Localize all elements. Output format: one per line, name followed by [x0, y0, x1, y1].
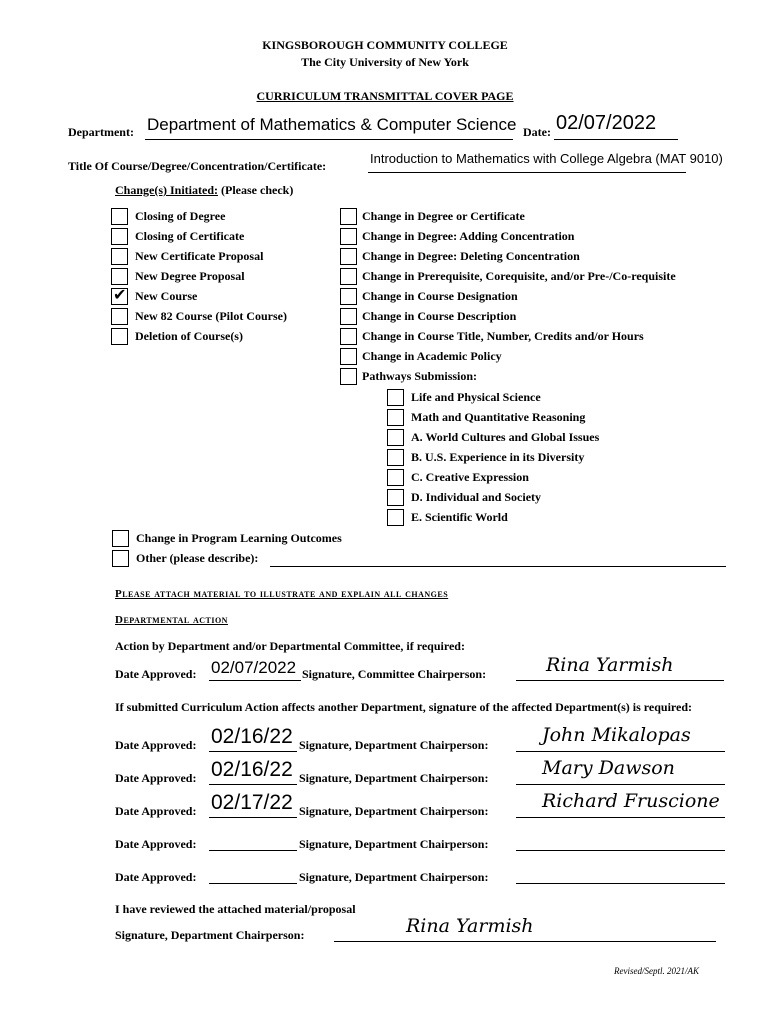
checkbox-change-in-degree-or-certificate[interactable] — [340, 208, 357, 225]
checkbox-life-and-physical-science[interactable] — [387, 389, 404, 406]
checkbox-change-in-course-title-number-credits-and-or-hours[interactable] — [340, 328, 357, 345]
chair-date-label: Date Approved: — [115, 804, 197, 818]
checkbox-change-in-academic-policy[interactable] — [340, 348, 357, 365]
chair-date-underline — [209, 751, 297, 752]
checkbox-new-course[interactable] — [111, 285, 128, 305]
university-name: The City University of New York — [301, 55, 469, 69]
chair-date-field[interactable]: 02/16/22 — [211, 758, 293, 781]
reviewed-text: I have reviewed the attached material/proposal — [115, 902, 356, 916]
form-title: CURRICULUM TRANSMITTAL COVER PAGE — [256, 89, 514, 103]
attach-notice: Please attach material to illustrate and explain all changes — [115, 588, 449, 600]
chair-signature-line — [516, 784, 725, 785]
label-new-82-course-pilot-course: New 82 Course (Pilot Course) — [135, 309, 287, 323]
label-closing-of-degree: Closing of Degree — [135, 209, 226, 223]
department-field[interactable]: Department of Mathematics & Computer Science — [147, 115, 517, 134]
chair-date-label: Date Approved: — [115, 837, 197, 851]
label-math-and-quantitative-reasoning: Math and Quantitative Reasoning — [411, 410, 586, 424]
title-field[interactable]: Introduction to Mathematics with College Algebra (MAT 9010) — [370, 151, 723, 166]
label-change-in-course-designation: Change in Course Designation — [362, 289, 518, 303]
chair-date-underline — [209, 883, 297, 884]
chair-signature-label: Signature, Department Chairperson: — [299, 837, 489, 851]
committee-signature-line — [516, 680, 724, 681]
chair-date-label: Date Approved: — [115, 738, 197, 752]
checkbox-change-in-course-designation[interactable] — [340, 288, 357, 305]
checkbox-change-in-prerequisite-corequisite-and-or-pre-co-requisite[interactable] — [340, 268, 357, 285]
checkbox-math-and-quantitative-reasoning[interactable] — [387, 409, 404, 426]
checkbox-e-scientific-world[interactable] — [387, 509, 404, 526]
committee-signature: Rina Yarmish — [546, 654, 674, 676]
changes-heading-note: (Please check) — [221, 183, 294, 197]
checkbox-a-world-cultures-and-global-issues[interactable] — [387, 429, 404, 446]
label-e-scientific-world: E. Scientific World — [411, 510, 508, 524]
departmental-action-heading: Departmental action — [115, 614, 228, 626]
checkbox-closing-of-degree[interactable] — [111, 208, 128, 225]
date-field[interactable]: 02/07/2022 — [556, 112, 657, 134]
chair-signature-line — [516, 883, 725, 884]
chair-date-underline — [209, 850, 297, 851]
label-deletion-of-course-s: Deletion of Course(s) — [135, 329, 243, 343]
changes-heading-label: Change(s) Initiated: — [115, 183, 219, 197]
checkbox-closing-of-certificate[interactable] — [111, 228, 128, 245]
other-describe-line[interactable] — [270, 566, 726, 567]
date-label: Date: — [523, 125, 551, 139]
chair-date-label: Date Approved: — [115, 870, 197, 884]
chair-date-field[interactable]: 02/17/22 — [211, 791, 293, 814]
date-underline — [554, 139, 678, 140]
checkbox-pathways-submission[interactable] — [340, 368, 357, 385]
chair-date-label: Date Approved: — [115, 771, 197, 785]
committee-date-field[interactable]: 02/07/2022 — [211, 658, 297, 677]
checkbox-change-in-program-learning-outcomes[interactable] — [112, 530, 129, 547]
checkbox-new-certificate-proposal[interactable] — [111, 248, 128, 265]
checkbox-b-u-s-experience-in-its-diversity[interactable] — [387, 449, 404, 466]
checkbox-new-degree-proposal[interactable] — [111, 268, 128, 285]
committee-chair-label: Signature, Committee Chairperson: — [302, 667, 487, 681]
label-new-certificate-proposal: New Certificate Proposal — [135, 249, 264, 263]
title-label: Title Of Course/Degree/Concentration/Certificate: — [68, 159, 327, 173]
checkbox-deletion-of-course-s[interactable] — [111, 328, 128, 345]
label-d-individual-and-society: D. Individual and Society — [411, 490, 542, 504]
label-life-and-physical-science: Life and Physical Science — [411, 390, 541, 404]
chair-date-underline — [209, 817, 297, 818]
checkbox-change-in-course-description[interactable] — [340, 308, 357, 325]
chair-signature-label: Signature, Department Chairperson: — [299, 870, 489, 884]
chair-signature: Mary Dawson — [542, 757, 675, 779]
label-change-in-degree-or-certificate: Change in Degree or Certificate — [362, 209, 525, 223]
label-a-world-cultures-and-global-issues: A. World Cultures and Global Issues — [411, 430, 600, 444]
committee-date-underline — [209, 680, 301, 681]
label-b-u-s-experience-in-its-diversity: B. U.S. Experience in its Diversity — [411, 450, 585, 464]
label-change-in-prerequisite-corequisite-and-or-pre-co-requisite: Change in Prerequisite, Corequisite, and/or Pre-/Co-requisite — [362, 269, 676, 283]
label-pathways-submission: Pathways Submission: — [362, 369, 478, 383]
label-change-in-degree-adding-concentration: Change in Degree: Adding Concentration — [362, 229, 575, 243]
chair-signature: John Mikalopas — [542, 724, 691, 746]
chair-date-field[interactable]: 02/16/22 — [211, 725, 293, 748]
checkbox-c-creative-expression[interactable] — [387, 469, 404, 486]
chair-signature-line — [516, 751, 725, 752]
committee-date-label: Date Approved: — [115, 667, 197, 681]
final-signature-line — [334, 941, 716, 942]
chair-signature-label: Signature, Department Chairperson: — [299, 771, 489, 785]
label-change-in-course-description: Change in Course Description — [362, 309, 517, 323]
label-closing-of-certificate: Closing of Certificate — [135, 229, 245, 243]
label-change-in-program-learning-outcomes: Change in Program Learning Outcomes — [136, 531, 342, 545]
chair-signature-line — [516, 850, 725, 851]
label-change-in-academic-policy: Change in Academic Policy — [362, 349, 502, 363]
department-underline — [145, 139, 513, 140]
checkbox-d-individual-and-society[interactable] — [387, 489, 404, 506]
revision-note: Revised/Septl. 2021/AK — [614, 966, 699, 976]
chair-date-underline — [209, 784, 297, 785]
label-change-in-course-title-number-credits-and-or-hours: Change in Course Title, Number, Credits and/or Hours — [362, 329, 644, 343]
chair-signature: Richard Fruscione — [542, 790, 720, 812]
changes-heading — [115, 183, 293, 198]
checkbox-change-in-degree-deleting-concentration[interactable] — [340, 248, 357, 265]
title-underline — [368, 172, 686, 173]
affects-text: If submitted Curriculum Action affects another Department, signature of the affected Department(s) is required: — [115, 700, 693, 714]
final-chair-label: Signature, Department Chairperson: — [115, 928, 305, 942]
label-other-please-describe: Other (please describe): — [136, 551, 259, 565]
chair-signature-line — [516, 817, 725, 818]
college-name: KINGSBOROUGH COMMUNITY COLLEGE — [262, 38, 508, 52]
chair-signature-label: Signature, Department Chairperson: — [299, 738, 489, 752]
action-text: Action by Department and/or Departmental Committee, if required: — [115, 639, 465, 653]
department-label: Department: — [68, 125, 134, 139]
checkbox-other-please-describe[interactable] — [112, 550, 129, 567]
checkbox-change-in-degree-adding-concentration[interactable] — [340, 228, 357, 245]
chair-signature-label: Signature, Department Chairperson: — [299, 804, 489, 818]
label-c-creative-expression: C. Creative Expression — [411, 470, 529, 484]
final-signature: Rina Yarmish — [406, 915, 534, 937]
label-change-in-degree-deleting-concentration: Change in Degree: Deleting Concentration — [362, 249, 580, 263]
label-new-course: New Course — [135, 289, 198, 303]
checkbox-new-82-course-pilot-course[interactable] — [111, 308, 128, 325]
checkmark-icon: ✔ — [113, 285, 127, 304]
label-new-degree-proposal: New Degree Proposal — [135, 269, 245, 283]
